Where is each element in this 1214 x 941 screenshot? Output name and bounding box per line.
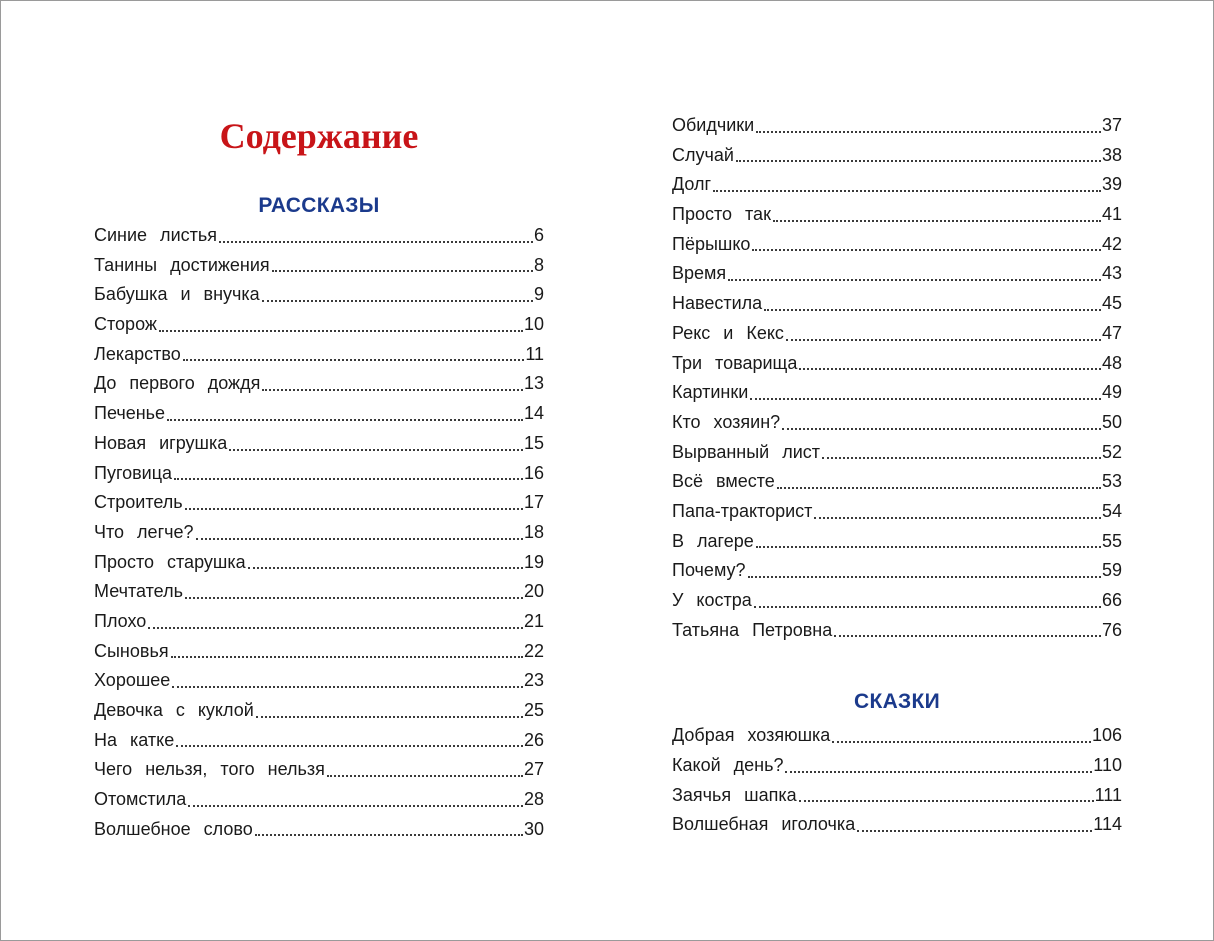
toc-entry <box>94 518 544 548</box>
dot-leader <box>229 449 523 451</box>
toc-entry-page-number: 9 <box>533 284 544 305</box>
toc-entry-title: Печенье <box>94 403 166 424</box>
toc-entry-title: Чего нельзя, того нельзя <box>94 759 325 780</box>
toc-entry <box>672 259 1122 289</box>
toc-entry-title: Кто хозяин? <box>672 411 781 432</box>
toc-entry-title: Заячья шапка <box>672 784 797 805</box>
toc-entry-title: Плохо <box>94 610 147 631</box>
page-title: Содержание <box>219 116 419 156</box>
dot-leader <box>262 300 533 302</box>
toc-entry <box>94 815 544 845</box>
toc-entry-page-number: 66 <box>1101 590 1122 610</box>
toc-entry-page-number: 13 <box>523 373 544 394</box>
toc-entry-page-number: 30 <box>523 818 544 839</box>
dot-leader <box>773 220 1101 222</box>
toc-entry-page-number: 111 <box>1094 784 1122 805</box>
toc-entry <box>672 751 1122 781</box>
toc-entry-page-number: 76 <box>1101 619 1122 640</box>
dot-leader <box>272 270 533 272</box>
dot-leader <box>172 686 523 688</box>
toc-entry-title: Рекс и Кекс <box>672 322 784 343</box>
toc-entry-page-number: 48 <box>1101 352 1122 373</box>
toc-entry-page-number: 11 <box>525 343 544 364</box>
toc-entry <box>672 527 1122 557</box>
toc-entry-page-number: 22 <box>523 640 544 661</box>
dot-leader <box>256 716 523 718</box>
toc-entry-page-number: 106 <box>1091 725 1122 746</box>
toc-entry-title: Папа-тракторист <box>672 500 813 521</box>
toc-entry <box>672 438 1122 468</box>
toc-entry <box>94 548 544 578</box>
toc-entry-title: Девочка с куклой <box>94 700 254 720</box>
toc-entry-page-number: 37 <box>1101 115 1122 135</box>
toc-entry-title: Строитель <box>94 492 183 513</box>
dot-leader <box>752 249 1101 251</box>
toc-entry <box>94 340 544 370</box>
toc-entry-page-number: 52 <box>1101 441 1122 462</box>
toc-entry-page-number: 54 <box>1101 500 1122 521</box>
dot-leader <box>756 546 1101 548</box>
toc-entry <box>94 399 544 429</box>
toc-entry-title: На катке <box>94 729 175 750</box>
toc-entry <box>94 755 544 785</box>
toc-entry <box>672 616 1122 646</box>
toc-entry <box>94 221 544 251</box>
toc-entry <box>672 378 1122 408</box>
toc-entry <box>94 429 544 459</box>
toc-entry <box>672 721 1122 751</box>
dot-leader <box>327 775 523 777</box>
dot-leader <box>799 368 1101 370</box>
toc-entry-page-number: 42 <box>1101 233 1122 254</box>
toc-entry <box>94 280 544 310</box>
toc-entry-page-number: 53 <box>1101 471 1122 492</box>
dot-leader <box>262 389 523 391</box>
toc-entry-title: Синие листья <box>94 225 217 245</box>
toc-entry <box>672 289 1122 319</box>
toc-entry <box>94 726 544 756</box>
toc-entry-page-number: 55 <box>1101 530 1122 551</box>
toc-entry-title: Навестила <box>672 293 763 314</box>
toc-entry <box>94 488 544 518</box>
toc-entry-page-number: 59 <box>1101 560 1122 581</box>
dot-leader <box>754 606 1101 608</box>
toc-entry-page-number: 49 <box>1101 382 1122 403</box>
dot-leader <box>782 428 1101 430</box>
toc-entry-title: Волшебная иголочка <box>672 814 856 835</box>
toc-entry <box>94 251 544 281</box>
toc-entry-page-number: 27 <box>523 759 544 780</box>
toc-entry-page-number: 20 <box>523 581 544 602</box>
dot-leader <box>832 741 1091 743</box>
section-heading-stories: РАССКАЗЫ <box>258 194 380 217</box>
toc-entry-title: До первого дождя <box>94 373 261 394</box>
toc-entry-page-number: 21 <box>523 610 544 631</box>
toc-entry-title: Долг <box>672 174 712 195</box>
toc-list-stories-continued <box>672 111 1122 645</box>
toc-entry-title: Татьяна Петровна <box>672 619 833 640</box>
dot-leader <box>713 190 1101 192</box>
toc-entry <box>672 556 1122 586</box>
toc-entry <box>94 459 544 489</box>
toc-entry-title: Сторож <box>94 314 157 335</box>
toc-entry <box>672 141 1122 171</box>
toc-entry <box>94 785 544 815</box>
toc-entry-page-number: 28 <box>523 789 544 810</box>
dot-leader <box>736 160 1101 162</box>
toc-entry <box>672 200 1122 230</box>
toc-entry-page-number: 38 <box>1101 144 1122 165</box>
toc-entry-title: Отомстила <box>94 789 187 810</box>
toc-entry-page-number: 45 <box>1101 293 1122 314</box>
toc-entry <box>672 467 1122 497</box>
dot-leader <box>219 241 533 243</box>
toc-entry-page-number: 16 <box>523 462 544 483</box>
toc-entry-page-number: 41 <box>1101 204 1122 225</box>
toc-entry-page-number: 25 <box>523 700 544 720</box>
toc-entry <box>94 577 544 607</box>
toc-entry <box>672 111 1122 141</box>
dot-leader <box>185 508 523 510</box>
toc-entry-page-number: 6 <box>533 225 544 245</box>
toc-entry-page-number: 14 <box>523 403 544 424</box>
toc-entry <box>672 319 1122 349</box>
dot-leader <box>159 330 523 332</box>
section-heading-tales: СКАЗКИ <box>853 690 940 714</box>
dot-leader <box>756 131 1101 133</box>
dot-leader <box>167 419 523 421</box>
toc-entry-page-number: 15 <box>523 432 544 453</box>
toc-entry-page-number: 18 <box>523 521 544 542</box>
toc-entry-title: Случай <box>672 144 734 165</box>
toc-entry <box>94 637 544 667</box>
dot-leader <box>196 538 523 540</box>
toc-entry <box>672 810 1122 840</box>
toc-entry-title: Мечтатель <box>94 581 183 602</box>
toc-entry <box>94 666 544 696</box>
dot-leader <box>786 339 1101 341</box>
dot-leader <box>777 487 1101 489</box>
toc-entry-title: Картинки <box>672 382 749 403</box>
toc-entry-title: Что легче? <box>94 521 194 542</box>
toc-entry-page-number: 23 <box>523 670 544 691</box>
dot-leader <box>728 279 1101 281</box>
toc-entry-page-number: 26 <box>523 729 544 750</box>
toc-entry-title: Хорошее <box>94 670 171 691</box>
toc-entry-title: Просто старушка <box>94 551 246 572</box>
toc-entry-title: Просто так <box>672 204 771 225</box>
toc-entry-title: Бабушка и внучка <box>94 284 260 305</box>
toc-entry-title: Добрая хозяюшка <box>672 725 831 746</box>
toc-entry-page-number: 19 <box>523 551 544 572</box>
dot-leader <box>183 359 525 361</box>
toc-entry-page-number: 8 <box>533 254 544 275</box>
toc-entry-page-number: 110 <box>1093 755 1122 776</box>
right-page <box>672 111 1122 840</box>
dot-leader <box>834 635 1101 637</box>
left-page <box>94 111 544 844</box>
toc-entry-page-number: 39 <box>1101 174 1122 195</box>
toc-entry <box>672 408 1122 438</box>
toc-entry <box>94 696 544 726</box>
toc-entry <box>94 607 544 637</box>
toc-entry-title: Время <box>672 263 727 284</box>
dot-leader <box>785 771 1092 773</box>
dot-leader <box>799 800 1094 802</box>
toc-entry-page-number: 17 <box>523 492 544 513</box>
toc-entry <box>94 369 544 399</box>
dot-leader <box>750 398 1101 400</box>
toc-entry <box>672 349 1122 379</box>
toc-entry-title: Танины достижения <box>94 254 270 275</box>
dot-leader <box>171 656 523 658</box>
toc-entry-title: У костра <box>672 590 752 610</box>
toc-entry <box>672 586 1122 616</box>
toc-list-tales <box>672 721 1122 840</box>
toc-entry <box>672 170 1122 200</box>
toc-entry-title: Три товарища <box>672 352 798 373</box>
toc-entry-title: Пёрышко <box>672 233 751 254</box>
dot-leader <box>764 309 1101 311</box>
dot-leader <box>176 745 523 747</box>
dot-leader <box>174 478 523 480</box>
toc-entry-title: Всё вместе <box>672 471 775 492</box>
toc-entry-page-number: 43 <box>1101 263 1122 284</box>
toc-entry-page-number: 50 <box>1101 411 1122 432</box>
dot-leader <box>822 457 1101 459</box>
toc-entry-title: Обидчики <box>672 115 755 135</box>
toc-entry-title: Какой день? <box>672 755 784 776</box>
dot-leader <box>148 627 523 629</box>
toc-entry-page-number: 10 <box>523 314 544 335</box>
toc-entry-title: Сыновья <box>94 640 169 661</box>
toc-entry <box>672 497 1122 527</box>
toc-entry-title: Пуговица <box>94 462 173 483</box>
dot-leader <box>185 597 523 599</box>
toc-entry-page-number: 114 <box>1093 814 1122 835</box>
dot-leader <box>248 567 523 569</box>
dot-leader <box>188 805 523 807</box>
dot-leader <box>857 830 1092 832</box>
toc-entry <box>94 310 544 340</box>
toc-entry-title: Вырванный лист <box>672 441 821 462</box>
toc-list-stories <box>94 221 544 844</box>
toc-entry <box>672 230 1122 260</box>
toc-entry-title: В лагере <box>672 530 754 551</box>
toc-entry-page-number: 47 <box>1101 322 1122 343</box>
toc-entry-title: Новая игрушка <box>94 432 228 453</box>
dot-leader <box>255 834 523 836</box>
dot-leader <box>814 517 1101 519</box>
toc-entry-title: Почему? <box>672 560 746 581</box>
dot-leader <box>748 576 1101 578</box>
toc-entry-title: Лекарство <box>94 343 181 364</box>
toc-entry-title: Волшебное слово <box>94 818 253 839</box>
toc-entry <box>672 781 1122 811</box>
